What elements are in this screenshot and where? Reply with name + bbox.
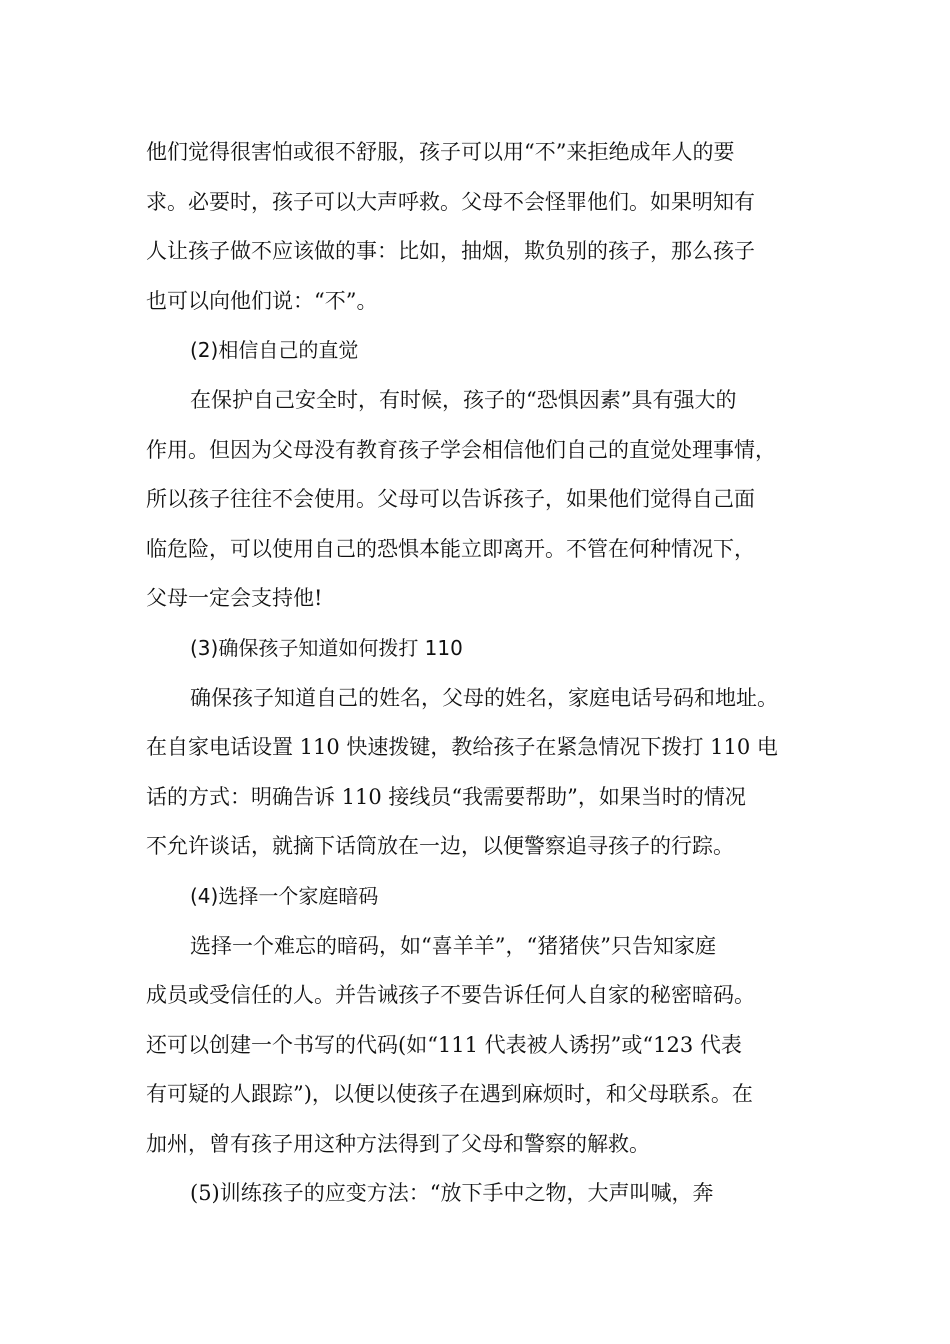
text-line: 人让孩子做不应该做的事：比如，抽烟，欺负别的孩子，那么孩子 [146, 239, 755, 264]
section-heading-3: (3)确保孩子知道如何拨打 110 [190, 635, 463, 660]
section-heading-5: (5)训练孩子的应变方法：“放下手中之物，大声叫喊，奔 [190, 1181, 714, 1206]
text-line: 求。必要时，孩子可以大声呼救。父母不会怪罪他们。如果明知有 [146, 189, 755, 214]
paragraph-start: 选择一个难忘的暗码，如“喜羊羊”，“猪猪侠”只告知家庭 [190, 933, 716, 958]
text-line: 加州，曾有孩子用这种方法得到了父母和警察的解救。 [146, 1131, 650, 1156]
text-line: 在自家电话设置 110 快速拨键，教给孩子在紧急情况下拨打 110 电 [146, 735, 778, 760]
text-line: 临危险，可以使用自己的恐惧本能立即离开。不管在何种情况下， [146, 536, 755, 561]
text-line: 还可以创建一个书写的代码(如“111 代表被人诱拐”或“123 代表 [146, 1032, 742, 1057]
paragraph-start: 在保护自己安全时，有时候，孩子的“恐惧因素”具有强大的 [190, 387, 737, 412]
text-line: 所以孩子往往不会使用。父母可以告诉孩子，如果他们觉得自己面 [146, 487, 755, 512]
section-heading-4: (4)选择一个家庭暗码 [190, 883, 379, 908]
text-line: 也可以向他们说：“不”。 [146, 288, 378, 313]
text-line: 作用。但因为父母没有教育孩子学会相信他们自己的直觉处理事情， [146, 437, 776, 462]
text-line: 话的方式：明确告诉 110 接线员“我需要帮助”，如果当时的情况 [146, 784, 746, 809]
text-line: 不允许谈话，就摘下话筒放在一边，以便警察追寻孩子的行踪。 [146, 834, 734, 859]
document-body [146, 128, 806, 1219]
paragraph-start: 确保孩子知道自己的姓名，父母的姓名，家庭电话号码和地址。 [190, 685, 778, 710]
section-heading-2: (2)相信自己的直觉 [190, 338, 359, 363]
text-line: 父母一定会支持他! [146, 586, 323, 611]
text-line: 有可疑的人跟踪”)，以便以使孩子在遇到麻烦时，和父母联系。在 [146, 1082, 753, 1107]
text-line: 成员或受信任的人。并告诫孩子不要告诉任何人自家的秘密暗码。 [146, 983, 755, 1008]
text-line: 他们觉得很害怕或很不舒服，孩子可以用“不”来拒绝成年人的要 [146, 140, 735, 164]
